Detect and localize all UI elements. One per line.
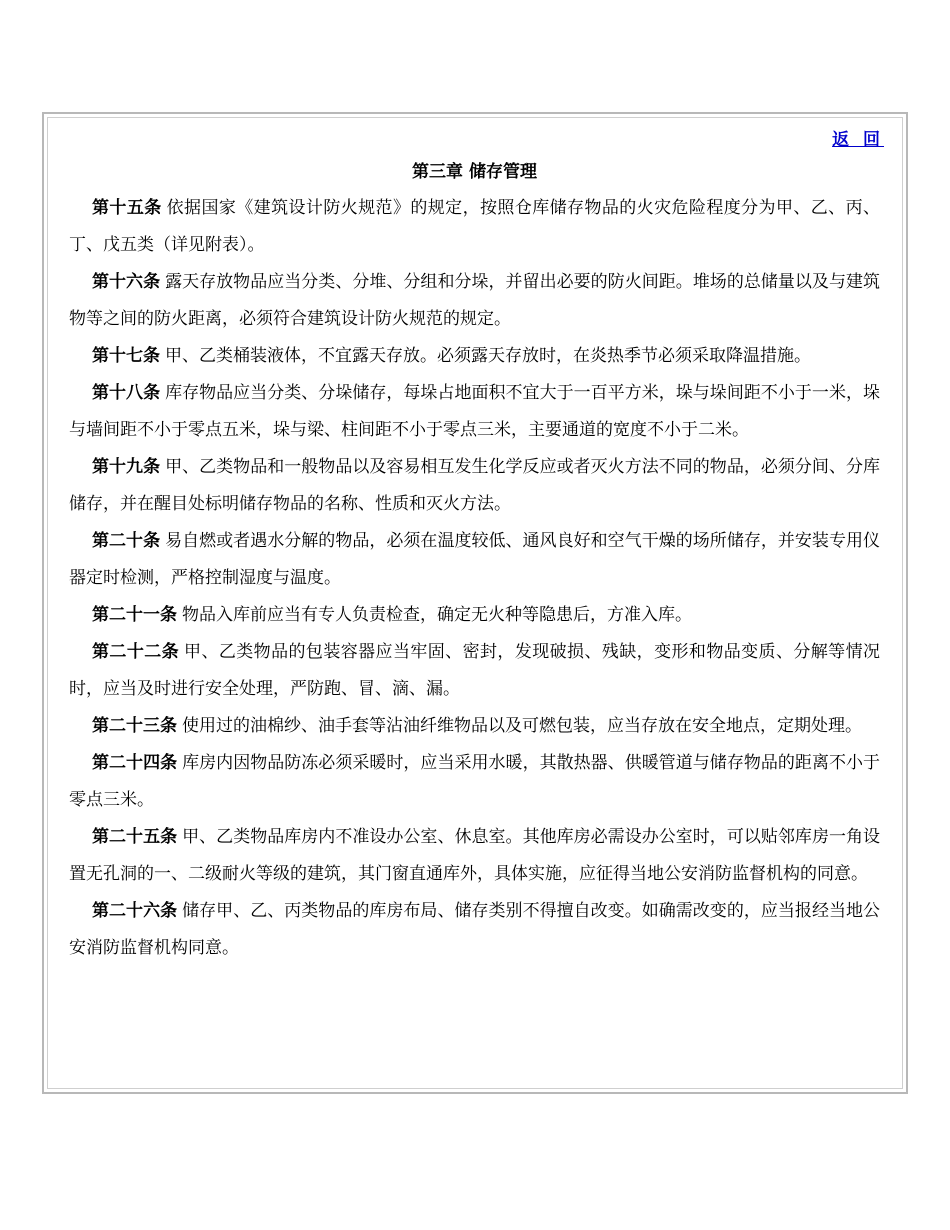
article-number: 第二十五条 <box>92 827 178 847</box>
chapter-title: 第三章 储存管理 <box>412 162 537 182</box>
article-16 <box>69 264 880 338</box>
article-number: 第二十四条 <box>92 753 178 773</box>
article-18 <box>69 375 880 449</box>
article-text: 库存物品应当分类、分垛储存，每垛占地面积不宜大于一百平方米，垛与垛间距不小于一米，垛与墙间距不小于零点五米，垛与梁、柱间距不小于零点三米，主要通道的宽度不小于二米。 <box>69 383 881 440</box>
article-text: 储存甲、乙、丙类物品的库房布局、储存类别不得擅自改变。如确需改变的，应当报经当地公安消防监督机构同意。 <box>69 901 881 958</box>
article-number: 第二十一条 <box>92 605 177 625</box>
article-19 <box>69 449 880 523</box>
article-23 <box>69 708 880 745</box>
article-number: 第十五条 <box>92 198 162 218</box>
article-text: 依据国家《建筑设计防火规范》的规定，按照仓库储存物品的火灾危险程度分为甲、乙、丙、丁、戊五类（详见附表）。 <box>69 198 881 255</box>
back-row <box>69 126 884 154</box>
article-24 <box>69 745 880 819</box>
content-inner <box>47 117 903 1089</box>
article-text: 甲、乙类物品的包装容器应当牢固、密封，发现破损、残缺，变形和物品变质、分解等情况时，应当及时进行安全处理，严防跑、冒、滴、漏。 <box>69 642 880 699</box>
back-link[interactable]: 返 回 <box>832 130 884 150</box>
article-21 <box>69 597 880 634</box>
article-text: 使用过的油棉纱、油手套等沾油纤维物品以及可燃包装，应当存放在安全地点，定期处理。 <box>182 716 862 736</box>
article-text: 物品入库前应当有专人负责检查，确定无火种等隐患后，方准入库。 <box>182 605 692 625</box>
article-text: 露天存放物品应当分类、分堆、分组和分垛，并留出必要的防火间距。堆场的总储量以及与建筑物等之间的防火距离，必须符合建筑设计防火规范的规定。 <box>69 272 881 329</box>
article-text: 甲、乙类物品和一般物品以及容易相互发生化学反应或者灭火方法不同的物品，必须分间、分库储存，并在醒目处标明储存物品的名称、性质和灭火方法。 <box>69 457 881 514</box>
article-15 <box>69 190 880 264</box>
article-number: 第十六条 <box>92 272 161 292</box>
article-number: 第二十二条 <box>92 642 180 662</box>
article-number: 第十七条 <box>92 346 160 366</box>
article-number: 第二十三条 <box>92 716 177 736</box>
article-22 <box>69 634 880 708</box>
article-26 <box>69 893 880 967</box>
article-text: 甲、乙类桶装液体，不宜露天存放。必须露天存放时，在炎热季节必须采取降温措施。 <box>165 346 811 366</box>
article-number: 第二十条 <box>92 531 161 551</box>
article-text: 甲、乙类物品库房内不准设办公室、休息室。其他库房必需设办公室时，可以贴邻库房一角设置无孔洞的一、二级耐火等级的建筑，其门窗直通库外，具体实施，应征得当地公安消防监督机构的同意。 <box>69 827 881 884</box>
article-number: 第十九条 <box>92 457 161 477</box>
content-frame <box>42 112 908 1094</box>
article-number: 第十八条 <box>92 383 161 403</box>
article-17 <box>69 338 880 375</box>
article-text: 易自燃或者遇水分解的物品，必须在温度较低、通风良好和空气干燥的场所储存，并安装专用仪器定时检测，严格控制湿度与温度。 <box>69 531 881 588</box>
article-text: 库房内因物品防冻必须采暖时，应当采用水暖，其散热器、供暖管道与储存物品的距离不小于零点三米。 <box>69 753 881 810</box>
article-number: 第二十六条 <box>92 901 178 921</box>
article-25 <box>69 819 880 893</box>
article-20 <box>69 523 880 597</box>
